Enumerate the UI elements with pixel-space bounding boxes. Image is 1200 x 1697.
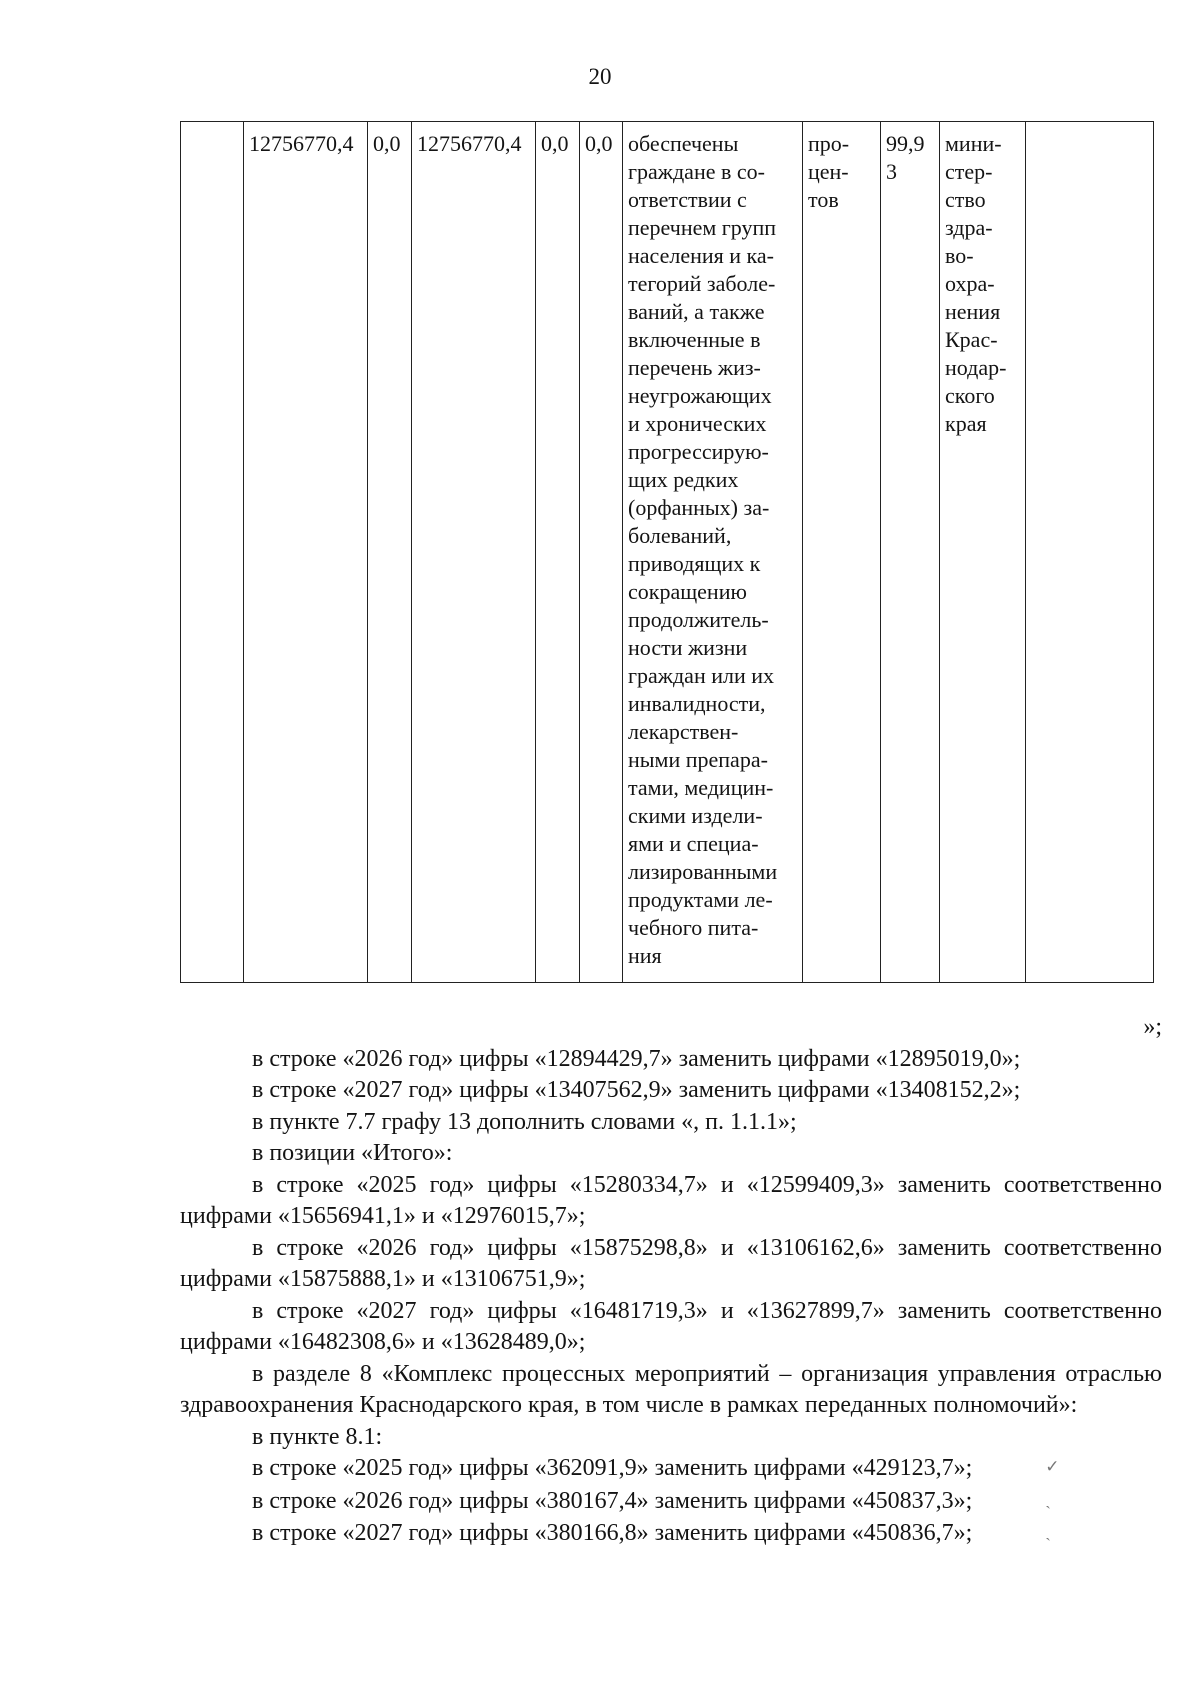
cell-text: 0,0 (585, 131, 613, 156)
cell-text: обеспечены граждане в со- ответствии с перечнем групп населения и ка- тегорий заболе- ваний, а также включенные в перечень жиз- неугрожающих и хронических прогрессирую- щих редких (орфанных) за- болеваний, приводящих к сокращению продолжитель- ности жизни граждан или их инвалидности, лекарствен- ными препара- тами, медицин- скими издели- ями и специа- лизированными продуктами ле- чебного пита- ния (628, 131, 778, 968)
handwritten-check-mark-icon: ˏ (1045, 1489, 1051, 1509)
paragraph-with-mark (180, 1453, 1162, 1486)
table-cell-empty-left (181, 122, 244, 983)
table-cell-local (536, 122, 580, 983)
paragraph: в разделе 8 «Комплекс процессных мероприятий – организация управления отраслью здравоохранения Краснодарского края, в том числе в рамках переданных полномочий»: (180, 1360, 1162, 1418)
paragraph: в строке «2025 год» цифры «15280334,7» и «12599409,3» заменить соответственно цифрами «15656941,1» и «12976015,7»; (180, 1171, 1162, 1229)
table-row (181, 122, 1154, 983)
cell-text: 99,93 (886, 131, 925, 184)
table-cell-regional (412, 122, 536, 983)
page-number: 20 (588, 64, 612, 89)
paragraph: в строке «2026 год» цифры «12894429,7» заменить цифрами «12895019,0»; (252, 1045, 1021, 1072)
paragraph: в пункте 8.1: (252, 1423, 383, 1450)
table-cell-federal (368, 122, 412, 983)
table-cell-unit (803, 122, 881, 983)
cell-text: мини- стер- ство здра- во- охра- нения Крас- нодар- ского края (945, 131, 1007, 436)
closing-quote: »; (1143, 1014, 1162, 1040)
paragraph-text: в строке «2027 год» цифры «380166,8» заменить цифрами «450836,7»; (252, 1520, 973, 1546)
cell-text: 12756770,4 (249, 131, 354, 156)
paragraph-text: в строке «2025 год» цифры «362091,9» заменить цифрами «429123,7»; (252, 1455, 973, 1481)
cell-text: про- цен- тов (808, 131, 850, 212)
program-table (180, 121, 1154, 983)
paragraph: в строке «2026 год» цифры «15875298,8» и «13106162,6» заменить соответственно цифрами «15875888,1» и «13106751,9»; (180, 1234, 1162, 1292)
paragraph-with-mark (180, 1518, 1162, 1551)
handwritten-check-mark-icon: ✓ (1045, 1457, 1060, 1476)
paragraph: в строке «2027 год» цифры «13407562,9» заменить цифрами «13408152,2»; (252, 1077, 1021, 1103)
table-cell-executor (940, 122, 1026, 983)
table-cell-result (623, 122, 803, 983)
table-cell-extra (580, 122, 623, 983)
paragraph-text: в строке «2026 год» цифры «380167,4» заменить цифрами «450837,3»; (252, 1487, 973, 1514)
cell-text: 0,0 (541, 131, 569, 156)
table-cell-empty-right (1026, 122, 1154, 983)
paragraph: в пункте 7.7 графу 13 дополнить словами «, п. 1.1.1»; (252, 1108, 797, 1135)
table-cell-value (881, 122, 940, 983)
handwritten-check-mark-icon: ˏ (1045, 1522, 1051, 1541)
paragraph-with-mark (180, 1486, 1162, 1519)
cell-text: 12756770,4 (417, 131, 522, 156)
paragraph: в строке «2027 год» цифры «16481719,3» и «13627899,7» заменить соответственно цифрами «16482308,6» и «13628489,0»; (180, 1297, 1162, 1355)
paragraph: в позиции «Итого»: (252, 1140, 453, 1166)
document-body (180, 1012, 1162, 1551)
cell-text: 0,0 (373, 131, 401, 156)
table-cell-total (244, 122, 368, 983)
